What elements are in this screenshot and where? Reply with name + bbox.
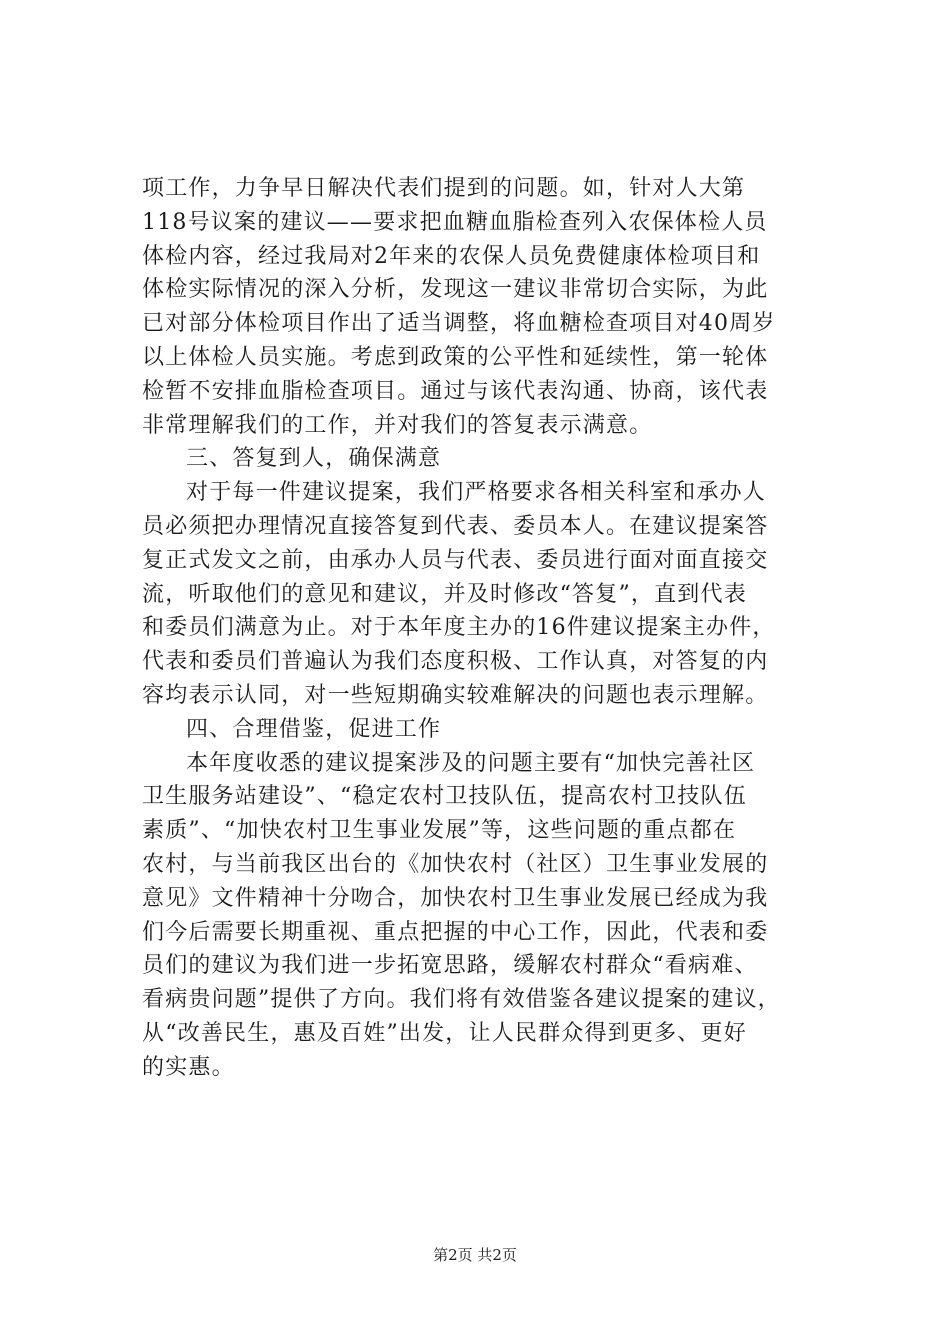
text-line: 118号议案的建议——要求把血糖血脂检查列入农保体检人员 [142, 209, 768, 235]
paragraph-first-line: 四、合理借鉴，促进工作 [186, 716, 442, 742]
text-line: 项工作，力争早日解决代表们提到的问题。如，针对人大第 [142, 176, 746, 201]
text-line: 体检内容，经过我局对2年来的农保人员免费健康体检项目和 [142, 243, 761, 269]
text-line: 从“改善民生，惠及百姓”出发，让人民群众得到更多、更好 [142, 1020, 747, 1046]
text-line: 员们的建议为我们进一步拓宽思路，缓解农村群众“看病难、 [142, 953, 758, 979]
text-line: 素质”、“加快农村卫生事业发展”等，这些问题的重点都在 [142, 818, 737, 844]
text-line: 员必须把办理情况直接答复到代表、委员本人。在建议提案答 [142, 513, 769, 539]
text-line: 复正式发文之前，由承办人员与代表、委员进行面对面直接交 [142, 547, 769, 573]
text-line: 流，听取他们的意见和建议，并及时修改“答复”，直到代表 [142, 581, 747, 607]
text-line: 和委员们满意为止。对于本年度主办的16件建议提案主办件， [142, 615, 776, 641]
text-line: 卫生服务站建设”、“稳定农村卫技队伍，提高农村卫技队伍 [142, 784, 747, 810]
text-line: 意见》文件精神十分吻合，加快农村卫生事业发展已经成为我 [142, 885, 769, 911]
paragraph-first-line: 本年度收悉的建议提案涉及的问题主要有“加快完善社区 [186, 750, 756, 776]
text-line: 的实惠。 [142, 1054, 235, 1080]
text-line: 已对部分体检项目作出了适当调整，将血糖检查项目对40周岁 [142, 311, 776, 337]
text-line: 体检实际情况的深入分析，发现这一建议非常切合实际，为此 [142, 277, 769, 303]
text-line: 非常理解我们的工作，并对我们的答复表示满意。 [142, 412, 653, 438]
text-line: 看病贵问题”提供了方向。我们将有效借鉴各建议提案的建议， [142, 987, 781, 1013]
text-line: 容均表示认同，对一些短期确实较难解决的问题也表示理解。 [142, 682, 769, 708]
text-line: 农村，与当前我区出台的《加快农村（社区）卫生事业发展的 [142, 851, 769, 877]
page-footer: 第2页 共2页 [433, 1246, 517, 1264]
text-line: 们今后需要长期重视、重点把握的中心工作，因此，代表和委 [142, 919, 769, 945]
paragraph-first-line: 三、答复到人，确保满意 [186, 446, 442, 472]
text-line: 代表和委员们普遍认为我们态度积极、工作认真，对答复的内 [142, 649, 769, 675]
document-body [142, 172, 822, 1085]
text-line: 以上体检人员实施。考虑到政策的公平性和延续性，第一轮体 [142, 344, 769, 370]
text-line: 检暂不安排血脂检查项目。通过与该代表沟通、协商，该代表 [142, 378, 769, 404]
paragraph-first-line: 对于每一件建议提案，我们严格要求各相关科室和承办人 [186, 480, 767, 506]
